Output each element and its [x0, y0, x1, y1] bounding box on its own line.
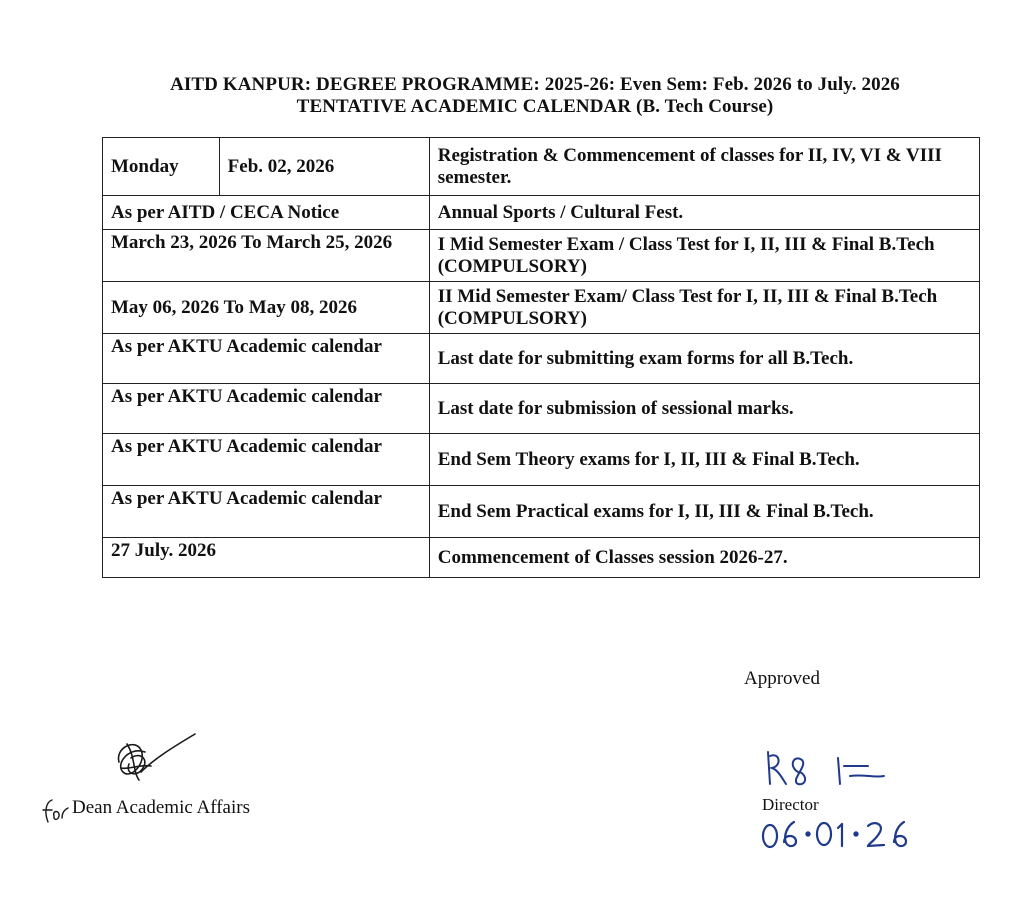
table-row: [103, 230, 980, 282]
academic-calendar-table: [102, 137, 980, 578]
table-row: [103, 486, 980, 538]
calendar-title: AITD KANPUR: DEGREE PROGRAMME: 2025-26: Even Sem: Feb. 2026 to July. 2026: [170, 74, 900, 95]
director-signature-icon: [764, 746, 914, 790]
day-cell: Monday: [103, 138, 220, 196]
date-cell: As per AKTU Academic calendar: [103, 486, 430, 538]
table-row: [103, 434, 980, 486]
event-cell: II Mid Semester Exam/ Class Test for I, II, III & Final B.Tech (COMPULSORY): [429, 282, 979, 334]
date-cell: March 23, 2026 To March 25, 2026: [103, 230, 430, 282]
director-label: Director: [762, 795, 819, 814]
director-handwritten-date-icon: [758, 812, 928, 852]
table-row: [103, 138, 980, 196]
date-cell: Feb. 02, 2026: [219, 138, 429, 196]
event-cell: Commencement of Classes session 2026-27.: [429, 538, 979, 578]
dean-signature-icon: [105, 728, 205, 792]
table-row: [103, 196, 980, 230]
event-cell: Last date for submitting exam forms for all B.Tech.: [429, 334, 979, 384]
date-cell: As per AKTU Academic calendar: [103, 434, 430, 486]
date-cell: As per AKTU Academic calendar: [103, 384, 430, 434]
dean-academic-affairs-label: Dean Academic Affairs: [72, 797, 250, 818]
date-cell: 27 July. 2026: [103, 538, 430, 578]
event-cell: Last date for submission of sessional marks.: [429, 384, 979, 434]
table-row: [103, 334, 980, 384]
event-cell: Annual Sports / Cultural Fest.: [429, 196, 979, 230]
event-cell: End Sem Practical exams for I, II, III & Final B.Tech.: [429, 486, 979, 538]
date-cell: As per AKTU Academic calendar: [103, 334, 430, 384]
date-cell: May 06, 2026 To May 08, 2026: [103, 282, 430, 334]
event-cell: I Mid Semester Exam / Class Test for I, II, III & Final B.Tech (COMPULSORY): [429, 230, 979, 282]
date-cell: As per AITD / CECA Notice: [103, 196, 430, 230]
table-row: [103, 538, 980, 578]
event-cell: Registration & Commencement of classes for II, IV, VI & VIII semester.: [429, 138, 979, 196]
event-cell: End Sem Theory exams for I, II, III & Final B.Tech.: [429, 434, 979, 486]
table-row: [103, 282, 980, 334]
approved-label: Approved: [744, 668, 820, 689]
table-row: [103, 384, 980, 434]
for-prefix-icon: [40, 796, 72, 826]
calendar-subtitle: TENTATIVE ACADEMIC CALENDAR (B. Tech Course): [296, 96, 774, 117]
